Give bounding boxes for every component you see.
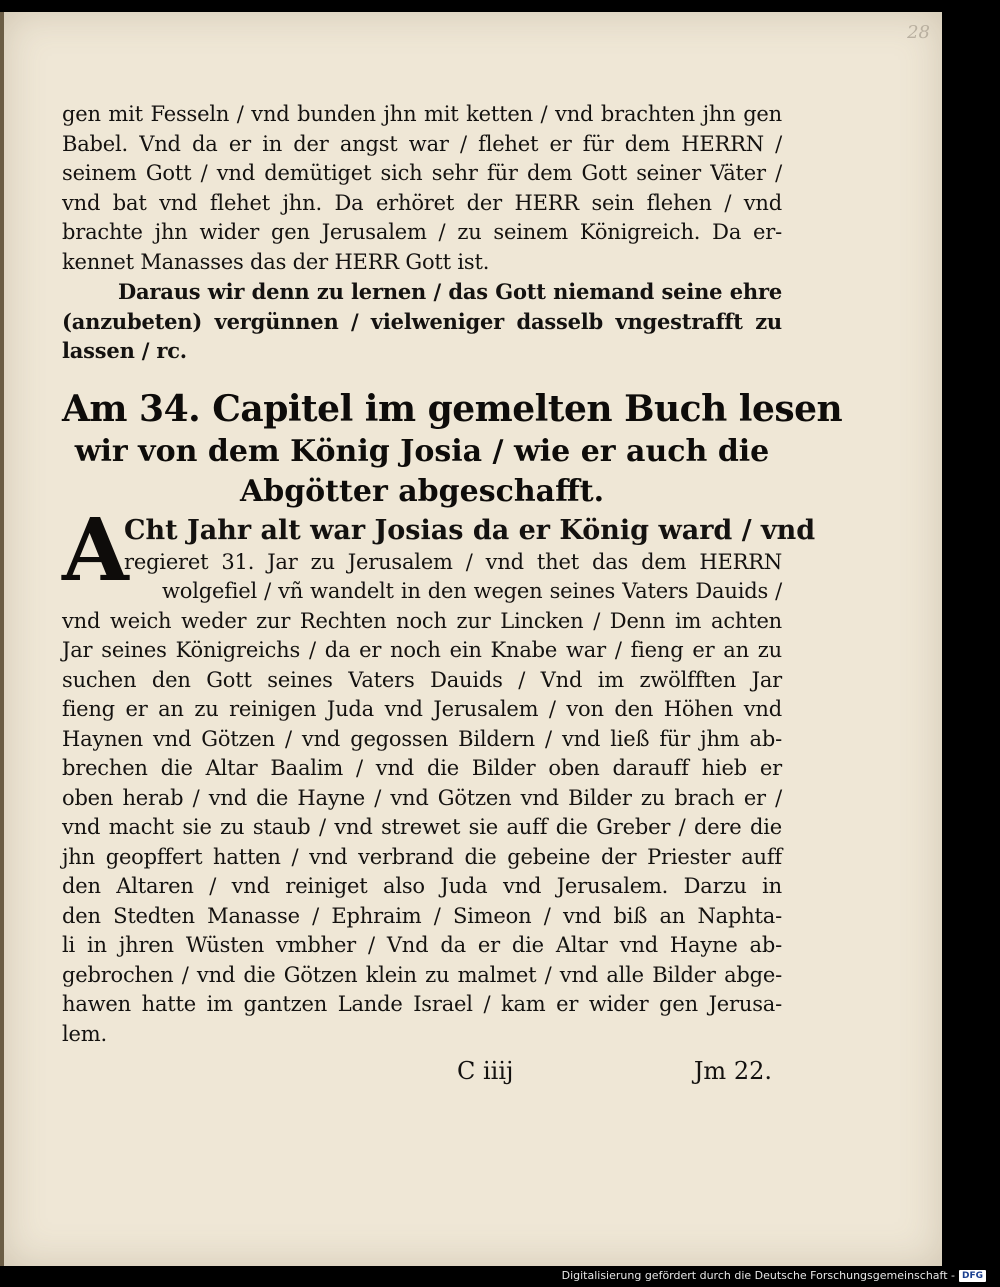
text-line: vnd bat vnd flehet jhn. Da erhöret der HERR sein flehen / vnd — [62, 190, 782, 215]
text-line: den Stedten Manasse / Ephraim / Simeon / vnd biß an Naphta- — [62, 903, 782, 928]
text-line: kennet Manasses das der HERR Gott ist. — [62, 249, 490, 274]
text-line: Babel. Vnd da er in der angst war / flehet er für dem HERRN / — [62, 131, 782, 156]
text-line: gen mit Fesseln / vnd bunden jhn mit ketten / vnd brachten jhn gen — [62, 102, 782, 126]
credit-text: Digitalisierung gefördert durch die Deutsche Forschungsgemeinschaft - — [561, 1269, 955, 1282]
text-line: li in jhren Wüsten vmbher / Vnd da er die Altar vnd Hayne ab- — [62, 933, 782, 957]
text-line: vnd weich weder zur Rechten noch zur Lincken / Denn im achten — [62, 608, 782, 633]
dfg-logo: DFG — [959, 1270, 986, 1282]
paragraph-2 — [62, 277, 782, 366]
first-line: Cht Jahr alt war Josias da er König ward / vnd — [124, 514, 816, 546]
text-line: brachte jhn wider gen Jerusalem / zu seinem Königreich. Da er- — [62, 220, 782, 244]
page-footer-marks — [62, 1053, 782, 1093]
heading-line: wir von dem König Josia / wie er auch die — [74, 433, 770, 469]
text-line: brechen die Altar Baalim / vnd die Bilder oben darauff hieb er — [62, 756, 782, 780]
text-line: (anzubeten) vergünnen / vielweniger dasselb vngestrafft zu — [62, 308, 782, 334]
text-line: regieret 31. Jar zu Jerusalem / vnd thet das dem HERRN — [124, 549, 782, 574]
text-line: hawen hatte im gantzen Lande Israel / kam er wider gen Jerusa- — [62, 992, 782, 1016]
text-line: suchen den Gott seines Vaters Dauids / Vnd im zwölfften Jar — [62, 667, 782, 692]
paragraph-1 — [62, 100, 782, 277]
chapter-body — [62, 499, 816, 1050]
text-line: gebrochen / vnd die Götzen klein zu malmet / vnd alle Bilder abge- — [62, 962, 782, 987]
text-line: Daraus wir denn zu lernen / das Gott niemand seine ehre — [118, 279, 782, 304]
text-line: fieng er an zu reinigen Juda vnd Jerusalem / von den Höhen vnd — [62, 697, 782, 721]
text-line: seinem Gott / vnd demütiget sich sehr für dem Gott seiner Väter / — [62, 161, 782, 185]
catchword: Jm 22. — [693, 1057, 772, 1085]
text-line: vnd macht sie zu staub / vnd strewet sie auff die Greber / dere die — [62, 815, 782, 839]
book-page — [4, 12, 942, 1266]
text-line: lassen / rc. — [62, 338, 187, 363]
text-line: jhn geopffert hatten / vnd verbrand die gebeine der Priester auff — [62, 844, 782, 869]
heading-line: Am 34. Capitel im gemelten Buch lesen — [62, 387, 843, 430]
drop-cap: A — [62, 499, 129, 601]
digitization-credit — [562, 1269, 986, 1282]
heading-line: Abgötter abgeschafft. — [239, 473, 605, 509]
chapter-heading — [62, 386, 843, 512]
text-line: Jar seines Königreichs / da er noch ein Knabe war / fieng er an zu — [62, 638, 782, 662]
text-line: lem. — [62, 1021, 107, 1046]
folio-mark: 28 — [907, 22, 930, 43]
page-text — [62, 100, 843, 1093]
signature-mark: C iiij — [457, 1057, 514, 1085]
text-line: Haynen vnd Götzen / vnd gegossen Bildern / vnd ließ für jhm ab- — [62, 726, 782, 751]
text-line: wolgefiel / vñ wandelt in den wegen seines Vaters Dauids / — [162, 579, 782, 603]
text-line: oben herab / vnd die Hayne / vnd Götzen vnd Bilder zu brach er / — [62, 785, 782, 810]
text-line: den Altaren / vnd reiniget also Juda vnd Jerusalem. Darzu in — [62, 874, 782, 898]
